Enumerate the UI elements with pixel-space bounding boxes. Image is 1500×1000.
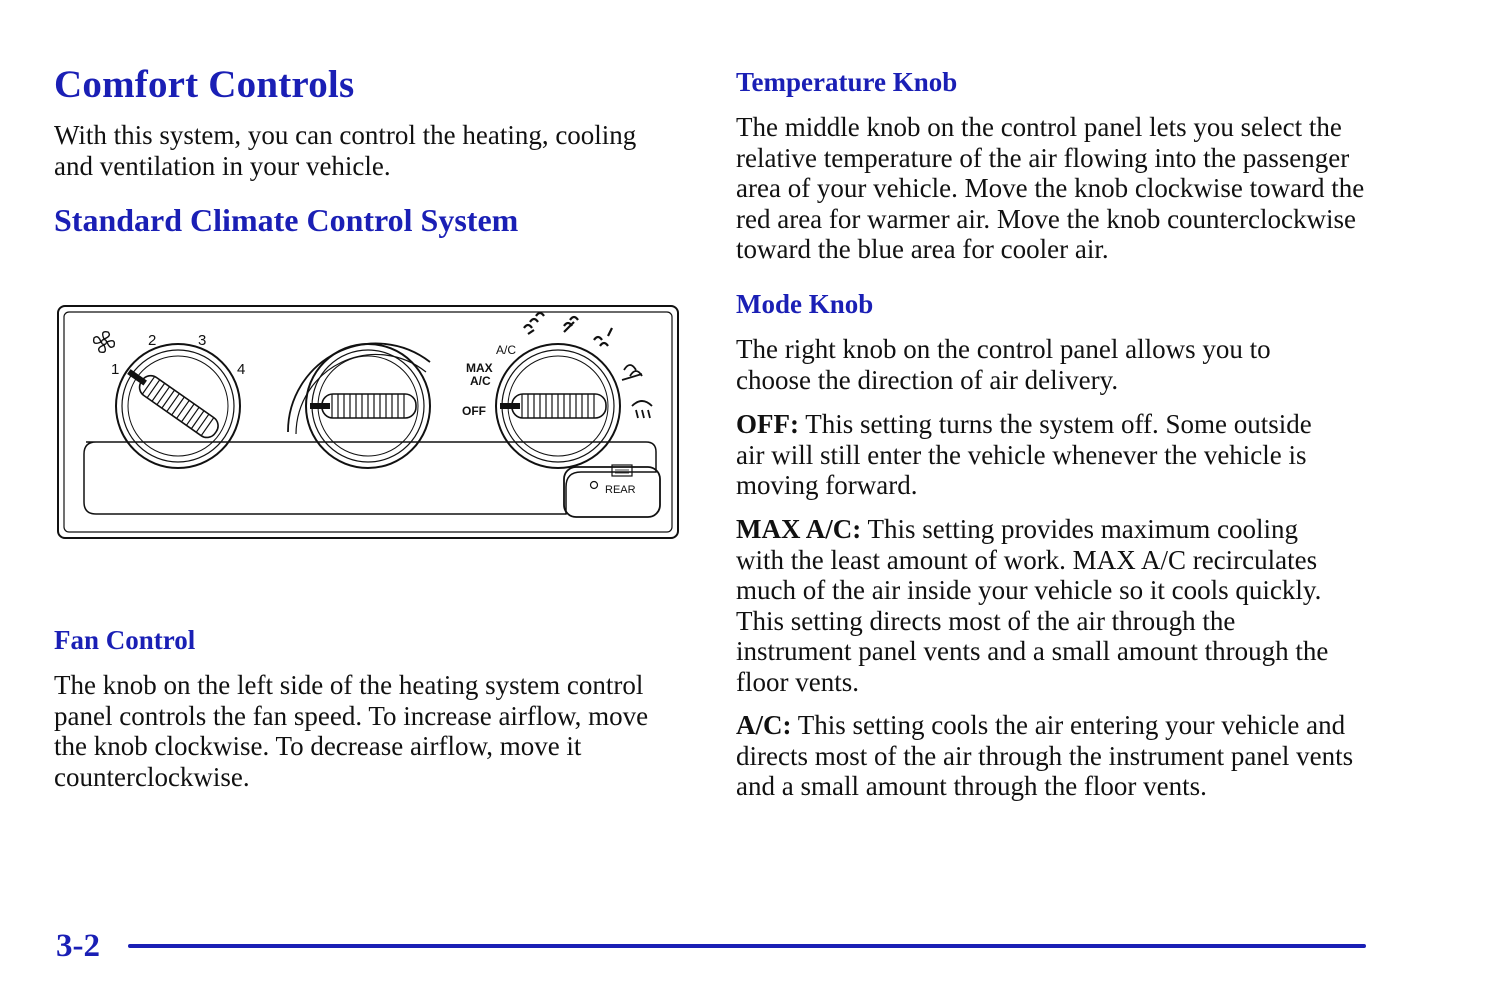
- floor-defrost-icon: [622, 365, 642, 380]
- temperature-knob-heading: Temperature Knob: [736, 67, 958, 97]
- footer-rule: [128, 944, 1366, 948]
- page-number: 3-2: [56, 928, 100, 964]
- page-title: Comfort Controls: [54, 63, 355, 106]
- ac-setting-text: This setting cools the air entering your vehicle and directs most of the air through the instrument panel vents and a small amount through the floor vents.: [736, 710, 1354, 801]
- climate-control-panel-figure: [56, 302, 682, 544]
- fan-control-paragraph: The knob on the left side of the heating system control panel controls the fan speed. To increase airflow, move the knob clockwise. To decrease airflow, move it counterclockwise.: [54, 670, 649, 792]
- floor-icon: [594, 328, 612, 346]
- off-setting-label: OFF:: [736, 409, 799, 439]
- temperature-knob: [288, 343, 430, 468]
- mode-knob: [496, 344, 620, 468]
- defrost-icon: [632, 401, 652, 418]
- max-ac-setting-label: MAX A/C:: [736, 514, 862, 544]
- mode-knob-paragraph: The right knob on the control panel allows you to choose the direction of air delivery.: [736, 334, 1271, 395]
- mode-label-max: MAX: [466, 361, 493, 375]
- fan-control-heading: Fan Control: [54, 625, 196, 655]
- mode-knob-heading: Mode Knob: [736, 289, 874, 319]
- max-ac-setting-paragraph: [736, 514, 1351, 697]
- intro-paragraph: With this system, you can control the heating, cooling and ventilation in your vehicle.: [54, 120, 637, 181]
- ac-setting-paragraph: [736, 710, 1376, 802]
- mode-label-max-ac: A/C: [470, 374, 491, 388]
- off-setting-paragraph: [736, 409, 1346, 501]
- fan-speed-label-4: 4: [237, 361, 246, 378]
- ac-setting-label: A/C:: [736, 710, 792, 740]
- max-ac-setting-text: This setting provides maximum cooling with the least amount of work. MAX A/C recirculates much of the air inside your vehicle so it cools quickly. This setting directs most of the air through the instrument panel vents and a small amount through the floor vents.: [736, 514, 1329, 697]
- mode-label-ac: A/C: [496, 343, 517, 357]
- rear-defrost-label: REAR: [605, 484, 636, 496]
- fan-icon: [94, 332, 115, 353]
- bi-level-icon: [564, 317, 578, 332]
- off-setting-text: This setting turns the system off. Some outside air will still enter the vehicle whenever the vehicle is moving forward.: [736, 409, 1312, 500]
- section-title: Standard Climate Control System: [54, 202, 519, 238]
- vent-icon: [524, 313, 544, 334]
- fan-speed-label-2: 2: [148, 332, 157, 349]
- mode-label-off: OFF: [462, 404, 486, 418]
- fan-speed-label-1: 1: [111, 361, 120, 378]
- temperature-knob-paragraph: The middle knob on the control panel lets you select the relative temperature of the air flowing into the passenger area of your vehicle. Move the knob clockwise toward the red area for warmer air. Move the knob counterclockwise toward the blue area for cooler air.: [736, 112, 1365, 264]
- fan-speed-label-3: 3: [198, 332, 207, 349]
- fan-knob: [116, 344, 240, 468]
